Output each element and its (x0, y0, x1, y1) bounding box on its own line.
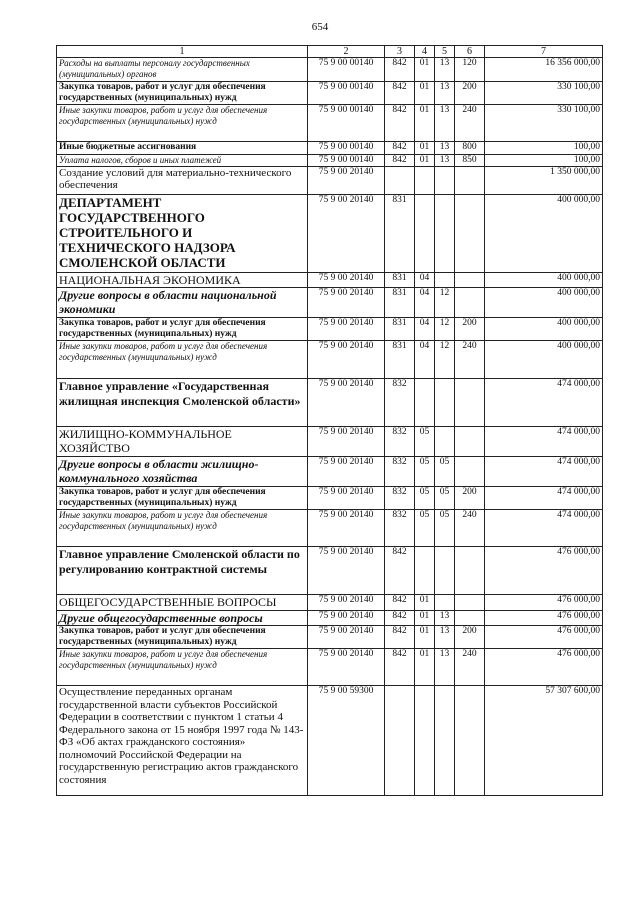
expense-type-code (455, 686, 485, 796)
expense-type-code: 200 (455, 626, 485, 649)
target-code: 75 9 00 00140 (308, 142, 385, 155)
subsection-code (435, 195, 455, 273)
subsection-code (435, 167, 455, 195)
subsection-code: 12 (435, 341, 455, 379)
expense-type-code: 120 (455, 58, 485, 82)
amount: 100,00 (485, 142, 603, 155)
row-name: Другие общегосударственные вопросы (57, 611, 308, 626)
section-code: 05 (415, 510, 435, 547)
row-name: ОБЩЕГОСУДАРСТВЕННЫЕ ВОПРОСЫ (57, 595, 308, 611)
row-name: Уплата налогов, сборов и иных платежей (57, 155, 308, 167)
column-header-row (57, 46, 603, 58)
column-header: 4 (415, 46, 435, 58)
expense-type-code: 240 (455, 105, 485, 142)
row-name: Другие вопросы в области жилищно-коммунального хозяйства (57, 457, 308, 487)
section-code: 01 (415, 105, 435, 142)
table-row (57, 427, 603, 457)
amount: 57 307 600,00 (485, 686, 603, 796)
amount: 476 000,00 (485, 649, 603, 686)
subsection-code (435, 427, 455, 457)
column-header: 2 (308, 46, 385, 58)
expense-type-code (455, 595, 485, 611)
table-row (57, 626, 603, 649)
subsection-code: 13 (435, 82, 455, 105)
table-row (57, 341, 603, 379)
column-header: 1 (57, 46, 308, 58)
section-code: 01 (415, 142, 435, 155)
amount: 476 000,00 (485, 547, 603, 595)
expense-type-code: 850 (455, 155, 485, 167)
table-row (57, 649, 603, 686)
row-name: Иные бюджетные ассигнования (57, 142, 308, 155)
row-name: ЖИЛИЩНО-КОММУНАЛЬНОЕ ХОЗЯЙСТВО (57, 427, 308, 457)
page-number: 654 (311, 21, 329, 33)
grbs-code: 831 (385, 195, 415, 273)
target-code: 75 9 00 20140 (308, 649, 385, 686)
subsection-code: 13 (435, 105, 455, 142)
section-code (415, 686, 435, 796)
target-code: 75 9 00 20140 (308, 195, 385, 273)
section-code: 01 (415, 58, 435, 82)
table-row (57, 167, 603, 195)
target-code: 75 9 00 00140 (308, 58, 385, 82)
subsection-code (435, 273, 455, 288)
row-name: Иные закупки товаров, работ и услуг для обеспечения государственных (муниципальных) нужд (57, 510, 308, 547)
table-row (57, 155, 603, 167)
target-code: 75 9 00 20140 (308, 547, 385, 595)
grbs-code (385, 686, 415, 796)
amount: 474 000,00 (485, 457, 603, 487)
subsection-code: 05 (435, 457, 455, 487)
row-name: Другие вопросы в области национальной экономики (57, 288, 308, 318)
amount: 400 000,00 (485, 273, 603, 288)
grbs-code: 832 (385, 510, 415, 547)
column-header: 3 (385, 46, 415, 58)
table-row (57, 595, 603, 611)
table-row (57, 58, 603, 82)
amount: 100,00 (485, 155, 603, 167)
section-code: 04 (415, 341, 435, 379)
grbs-code: 832 (385, 379, 415, 427)
table-row (57, 547, 603, 595)
amount: 476 000,00 (485, 595, 603, 611)
table-row (57, 318, 603, 341)
section-code: 01 (415, 626, 435, 649)
expense-type-code (455, 273, 485, 288)
target-code: 75 9 00 00140 (308, 155, 385, 167)
amount: 474 000,00 (485, 427, 603, 457)
section-code: 01 (415, 82, 435, 105)
target-code: 75 9 00 20140 (308, 167, 385, 195)
grbs-code: 842 (385, 105, 415, 142)
subsection-code: 13 (435, 155, 455, 167)
target-code: 75 9 00 20140 (308, 457, 385, 487)
expense-type-code: 240 (455, 649, 485, 686)
target-code: 75 9 00 20140 (308, 626, 385, 649)
target-code: 75 9 00 20140 (308, 341, 385, 379)
expense-type-code (455, 457, 485, 487)
row-name: Главное управление Смоленской области по регулированию контрактной системы (57, 547, 308, 595)
expense-type-code: 800 (455, 142, 485, 155)
target-code: 75 9 00 59300 (308, 686, 385, 796)
subsection-code (435, 686, 455, 796)
expense-type-code: 240 (455, 510, 485, 547)
expense-type-code: 240 (455, 341, 485, 379)
grbs-code: 832 (385, 427, 415, 457)
subsection-code: 05 (435, 510, 455, 547)
budget-table (56, 45, 603, 796)
row-name: Создание условий для материально-технического обеспечения (57, 167, 308, 195)
section-code (415, 547, 435, 595)
target-code: 75 9 00 20140 (308, 595, 385, 611)
subsection-code: 13 (435, 649, 455, 686)
grbs-code: 842 (385, 547, 415, 595)
expense-type-code (455, 379, 485, 427)
grbs-code: 842 (385, 611, 415, 626)
expense-type-code: 200 (455, 318, 485, 341)
section-code (415, 195, 435, 273)
row-name: Расходы на выплаты персоналу государственных (муниципальных) органов (57, 58, 308, 82)
expense-type-code: 200 (455, 82, 485, 105)
row-name: Иные закупки товаров, работ и услуг для обеспечения государственных (муниципальных) нужд (57, 649, 308, 686)
table-row (57, 510, 603, 547)
subsection-code (435, 595, 455, 611)
subsection-code: 13 (435, 58, 455, 82)
column-header: 5 (435, 46, 455, 58)
target-code: 75 9 00 00140 (308, 82, 385, 105)
row-name: Иные закупки товаров, работ и услуг для обеспечения государственных (муниципальных) нужд (57, 105, 308, 142)
expense-type-code (455, 547, 485, 595)
section-code: 01 (415, 155, 435, 167)
section-code: 05 (415, 487, 435, 510)
section-code: 04 (415, 288, 435, 318)
expense-type-code: 200 (455, 487, 485, 510)
row-name: Главное управление «Государственная жилищная инспекция Смоленской области» (57, 379, 308, 427)
target-code: 75 9 00 20140 (308, 510, 385, 547)
target-code: 75 9 00 20140 (308, 379, 385, 427)
grbs-code: 831 (385, 273, 415, 288)
amount: 400 000,00 (485, 195, 603, 273)
amount: 400 000,00 (485, 318, 603, 341)
grbs-code: 831 (385, 318, 415, 341)
subsection-code: 13 (435, 611, 455, 626)
grbs-code: 842 (385, 595, 415, 611)
target-code: 75 9 00 20140 (308, 273, 385, 288)
target-code: 75 9 00 20140 (308, 288, 385, 318)
table-row (57, 611, 603, 626)
grbs-code: 842 (385, 626, 415, 649)
amount: 474 000,00 (485, 510, 603, 547)
grbs-code: 832 (385, 487, 415, 510)
table-row (57, 273, 603, 288)
target-code: 75 9 00 20140 (308, 487, 385, 510)
subsection-code: 13 (435, 142, 455, 155)
row-name: НАЦИОНАЛЬНАЯ ЭКОНОМИКА (57, 273, 308, 288)
table-row (57, 457, 603, 487)
table-row (57, 288, 603, 318)
target-code: 75 9 00 20140 (308, 611, 385, 626)
row-name: Закупка товаров, работ и услуг для обеспечения государственных (муниципальных) нужд (57, 318, 308, 341)
table-row (57, 82, 603, 105)
amount: 400 000,00 (485, 288, 603, 318)
row-name: Осуществление переданных органам государственной власти субъектов Российской Федерации в соответствии с пунктом 1 статьи 4 Федерального закона от 15 ноября 1997 года № 143-ФЗ «Об актах гражданского состояния» полномочий Российской Федерации на государственную регистрацию актов гражданского состояния (57, 686, 308, 796)
row-name: Закупка товаров, работ и услуг для обеспечения государственных (муниципальных) нужд (57, 487, 308, 510)
column-header: 6 (455, 46, 485, 58)
expense-type-code (455, 167, 485, 195)
target-code: 75 9 00 20140 (308, 318, 385, 341)
amount: 476 000,00 (485, 611, 603, 626)
amount: 330 100,00 (485, 82, 603, 105)
section-code: 01 (415, 649, 435, 686)
expense-type-code (455, 195, 485, 273)
expense-type-code (455, 611, 485, 626)
grbs-code: 842 (385, 649, 415, 686)
grbs-code: 842 (385, 155, 415, 167)
section-code: 05 (415, 457, 435, 487)
table-row (57, 686, 603, 796)
row-name: ДЕПАРТАМЕНТ ГОСУДАРСТВЕННОГО СТРОИТЕЛЬНОГО И ТЕХНИЧЕСКОГО НАДЗОРА СМОЛЕНСКОЙ ОБЛАСТИ (57, 195, 308, 273)
row-name: Иные закупки товаров, работ и услуг для обеспечения государственных (муниципальных) нужд (57, 341, 308, 379)
subsection-code: 13 (435, 626, 455, 649)
subsection-code: 12 (435, 288, 455, 318)
section-code (415, 379, 435, 427)
table-row (57, 195, 603, 273)
grbs-code: 842 (385, 58, 415, 82)
section-code: 04 (415, 273, 435, 288)
target-code: 75 9 00 00140 (308, 105, 385, 142)
expense-type-code (455, 427, 485, 457)
table-row (57, 487, 603, 510)
grbs-code: 831 (385, 288, 415, 318)
grbs-code: 831 (385, 341, 415, 379)
section-code: 01 (415, 595, 435, 611)
subsection-code: 05 (435, 487, 455, 510)
table-row (57, 379, 603, 427)
subsection-code (435, 547, 455, 595)
table-row (57, 105, 603, 142)
amount: 330 100,00 (485, 105, 603, 142)
grbs-code (385, 167, 415, 195)
grbs-code: 842 (385, 142, 415, 155)
target-code: 75 9 00 20140 (308, 427, 385, 457)
section-code: 04 (415, 318, 435, 341)
amount: 476 000,00 (485, 626, 603, 649)
section-code (415, 167, 435, 195)
table-row (57, 142, 603, 155)
expense-type-code (455, 288, 485, 318)
amount: 400 000,00 (485, 341, 603, 379)
section-code: 05 (415, 427, 435, 457)
amount: 1 350 000,00 (485, 167, 603, 195)
section-code: 01 (415, 611, 435, 626)
subsection-code: 12 (435, 318, 455, 341)
amount: 16 356 000,00 (485, 58, 603, 82)
grbs-code: 842 (385, 82, 415, 105)
amount: 474 000,00 (485, 487, 603, 510)
row-name: Закупка товаров, работ и услуг для обеспечения государственных (муниципальных) нужд (57, 82, 308, 105)
subsection-code (435, 379, 455, 427)
row-name: Закупка товаров, работ и услуг для обеспечения государственных (муниципальных) нужд (57, 626, 308, 649)
amount: 474 000,00 (485, 379, 603, 427)
grbs-code: 832 (385, 457, 415, 487)
column-header: 7 (485, 46, 603, 58)
